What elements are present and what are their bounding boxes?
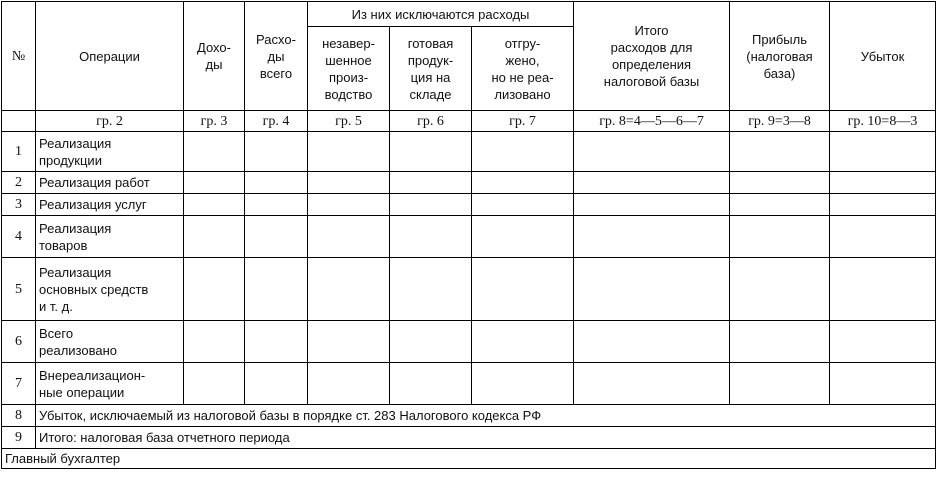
empty-cell (390, 321, 472, 363)
empty-cell (730, 363, 830, 405)
empty-cell (184, 216, 245, 258)
empty-cell (390, 132, 472, 172)
tax-base-total-row (2, 427, 936, 449)
column-ref: гр. 8=4—5—6—7 (574, 111, 730, 132)
empty-cell (830, 321, 936, 363)
tax-base-table (1, 1, 936, 469)
column-ref: гр. 5 (308, 111, 390, 132)
empty-cell (308, 216, 390, 258)
footer-row (2, 449, 936, 469)
empty-cell (245, 172, 308, 194)
empty-cell (830, 216, 936, 258)
empty-cell (574, 194, 730, 216)
loss-excluded-text: Убыток, исключаемый из налоговой базы в порядке ст. 283 Налогового кодекса РФ (36, 405, 936, 427)
empty-cell (574, 132, 730, 172)
empty-cell (730, 216, 830, 258)
table-row (2, 321, 936, 363)
header-excluded-group: Из них исключаются расходы (308, 2, 574, 27)
row-number: 3 (2, 194, 36, 216)
row-number: 4 (2, 216, 36, 258)
empty-cell (472, 321, 574, 363)
empty-cell (730, 321, 830, 363)
row-number: 5 (2, 258, 36, 321)
table-row (2, 216, 936, 258)
empty-cell (574, 216, 730, 258)
empty-cell (245, 194, 308, 216)
header-income: Дохо- ды (184, 2, 245, 111)
empty-cell (472, 216, 574, 258)
empty-cell (245, 363, 308, 405)
row-operation: Внереализацион- ные операции (36, 363, 184, 405)
empty-cell (184, 321, 245, 363)
table-row (2, 194, 936, 216)
row-number: 8 (2, 405, 36, 427)
empty-cell (184, 194, 245, 216)
row-number: 1 (2, 132, 36, 172)
tax-base-total-text: Итого: налоговая база отчетного периода (36, 427, 936, 449)
row-operation: Реализация товаров (36, 216, 184, 258)
table-row (2, 363, 936, 405)
header-shipped-unsold: отгру- жено, но не реа- лизовано (472, 27, 574, 111)
empty-cell (390, 363, 472, 405)
empty-cell (245, 216, 308, 258)
empty-cell (830, 363, 936, 405)
column-ref: гр. 7 (472, 111, 574, 132)
empty-cell (308, 363, 390, 405)
empty-cell (184, 172, 245, 194)
loss-excluded-row (2, 405, 936, 427)
header-row-1 (2, 2, 936, 27)
empty-cell (184, 363, 245, 405)
header-total-expenses: Итого расходов для определения налоговой базы (574, 2, 730, 111)
row-number: 6 (2, 321, 36, 363)
empty-cell (830, 258, 936, 321)
table-row (2, 132, 936, 172)
empty-cell (472, 132, 574, 172)
column-ref: гр. 6 (390, 111, 472, 132)
header-finished-goods: готовая продук- ция на складе (390, 27, 472, 111)
column-ref-row (2, 111, 936, 132)
row-operation: Реализация продукции (36, 132, 184, 172)
empty-cell (472, 363, 574, 405)
row-operation: Реализация работ (36, 172, 184, 194)
empty-cell (184, 132, 245, 172)
row-operation: Всего реализовано (36, 321, 184, 363)
column-ref: гр. 10=8—3 (830, 111, 936, 132)
header-loss: Убыток (830, 2, 936, 111)
row-number: 9 (2, 427, 36, 449)
column-ref-blank (2, 111, 36, 132)
header-wip: незавер- шенное произ- водство (308, 27, 390, 111)
empty-cell (574, 258, 730, 321)
empty-cell (730, 172, 830, 194)
column-ref: гр. 4 (245, 111, 308, 132)
empty-cell (730, 132, 830, 172)
empty-cell (390, 172, 472, 194)
empty-cell (574, 172, 730, 194)
empty-cell (830, 194, 936, 216)
empty-cell (730, 194, 830, 216)
column-ref: гр. 2 (36, 111, 184, 132)
empty-cell (308, 172, 390, 194)
row-operation: Реализация основных средств и т. д. (36, 258, 184, 321)
empty-cell (390, 194, 472, 216)
empty-cell (308, 258, 390, 321)
empty-cell (308, 194, 390, 216)
column-ref: гр. 9=3—8 (730, 111, 830, 132)
header-expenses-total: Расхо- ды всего (245, 2, 308, 111)
empty-cell (830, 172, 936, 194)
empty-cell (390, 216, 472, 258)
header-num: № (2, 2, 36, 111)
empty-cell (472, 194, 574, 216)
empty-cell (830, 132, 936, 172)
row-number: 2 (2, 172, 36, 194)
row-operation: Реализация услуг (36, 194, 184, 216)
empty-cell (472, 258, 574, 321)
empty-cell (308, 321, 390, 363)
empty-cell (574, 363, 730, 405)
empty-cell (245, 258, 308, 321)
empty-cell (730, 258, 830, 321)
empty-cell (390, 258, 472, 321)
empty-cell (245, 132, 308, 172)
table-row (2, 172, 936, 194)
row-number: 7 (2, 363, 36, 405)
empty-cell (308, 132, 390, 172)
empty-cell (184, 258, 245, 321)
header-profit: Прибыль (налоговая база) (730, 2, 830, 111)
column-ref: гр. 3 (184, 111, 245, 132)
empty-cell (574, 321, 730, 363)
empty-cell (472, 172, 574, 194)
table-row (2, 258, 936, 321)
chief-accountant-label: Главный бухгалтер (2, 449, 936, 469)
empty-cell (245, 321, 308, 363)
header-operations: Операции (36, 2, 184, 111)
